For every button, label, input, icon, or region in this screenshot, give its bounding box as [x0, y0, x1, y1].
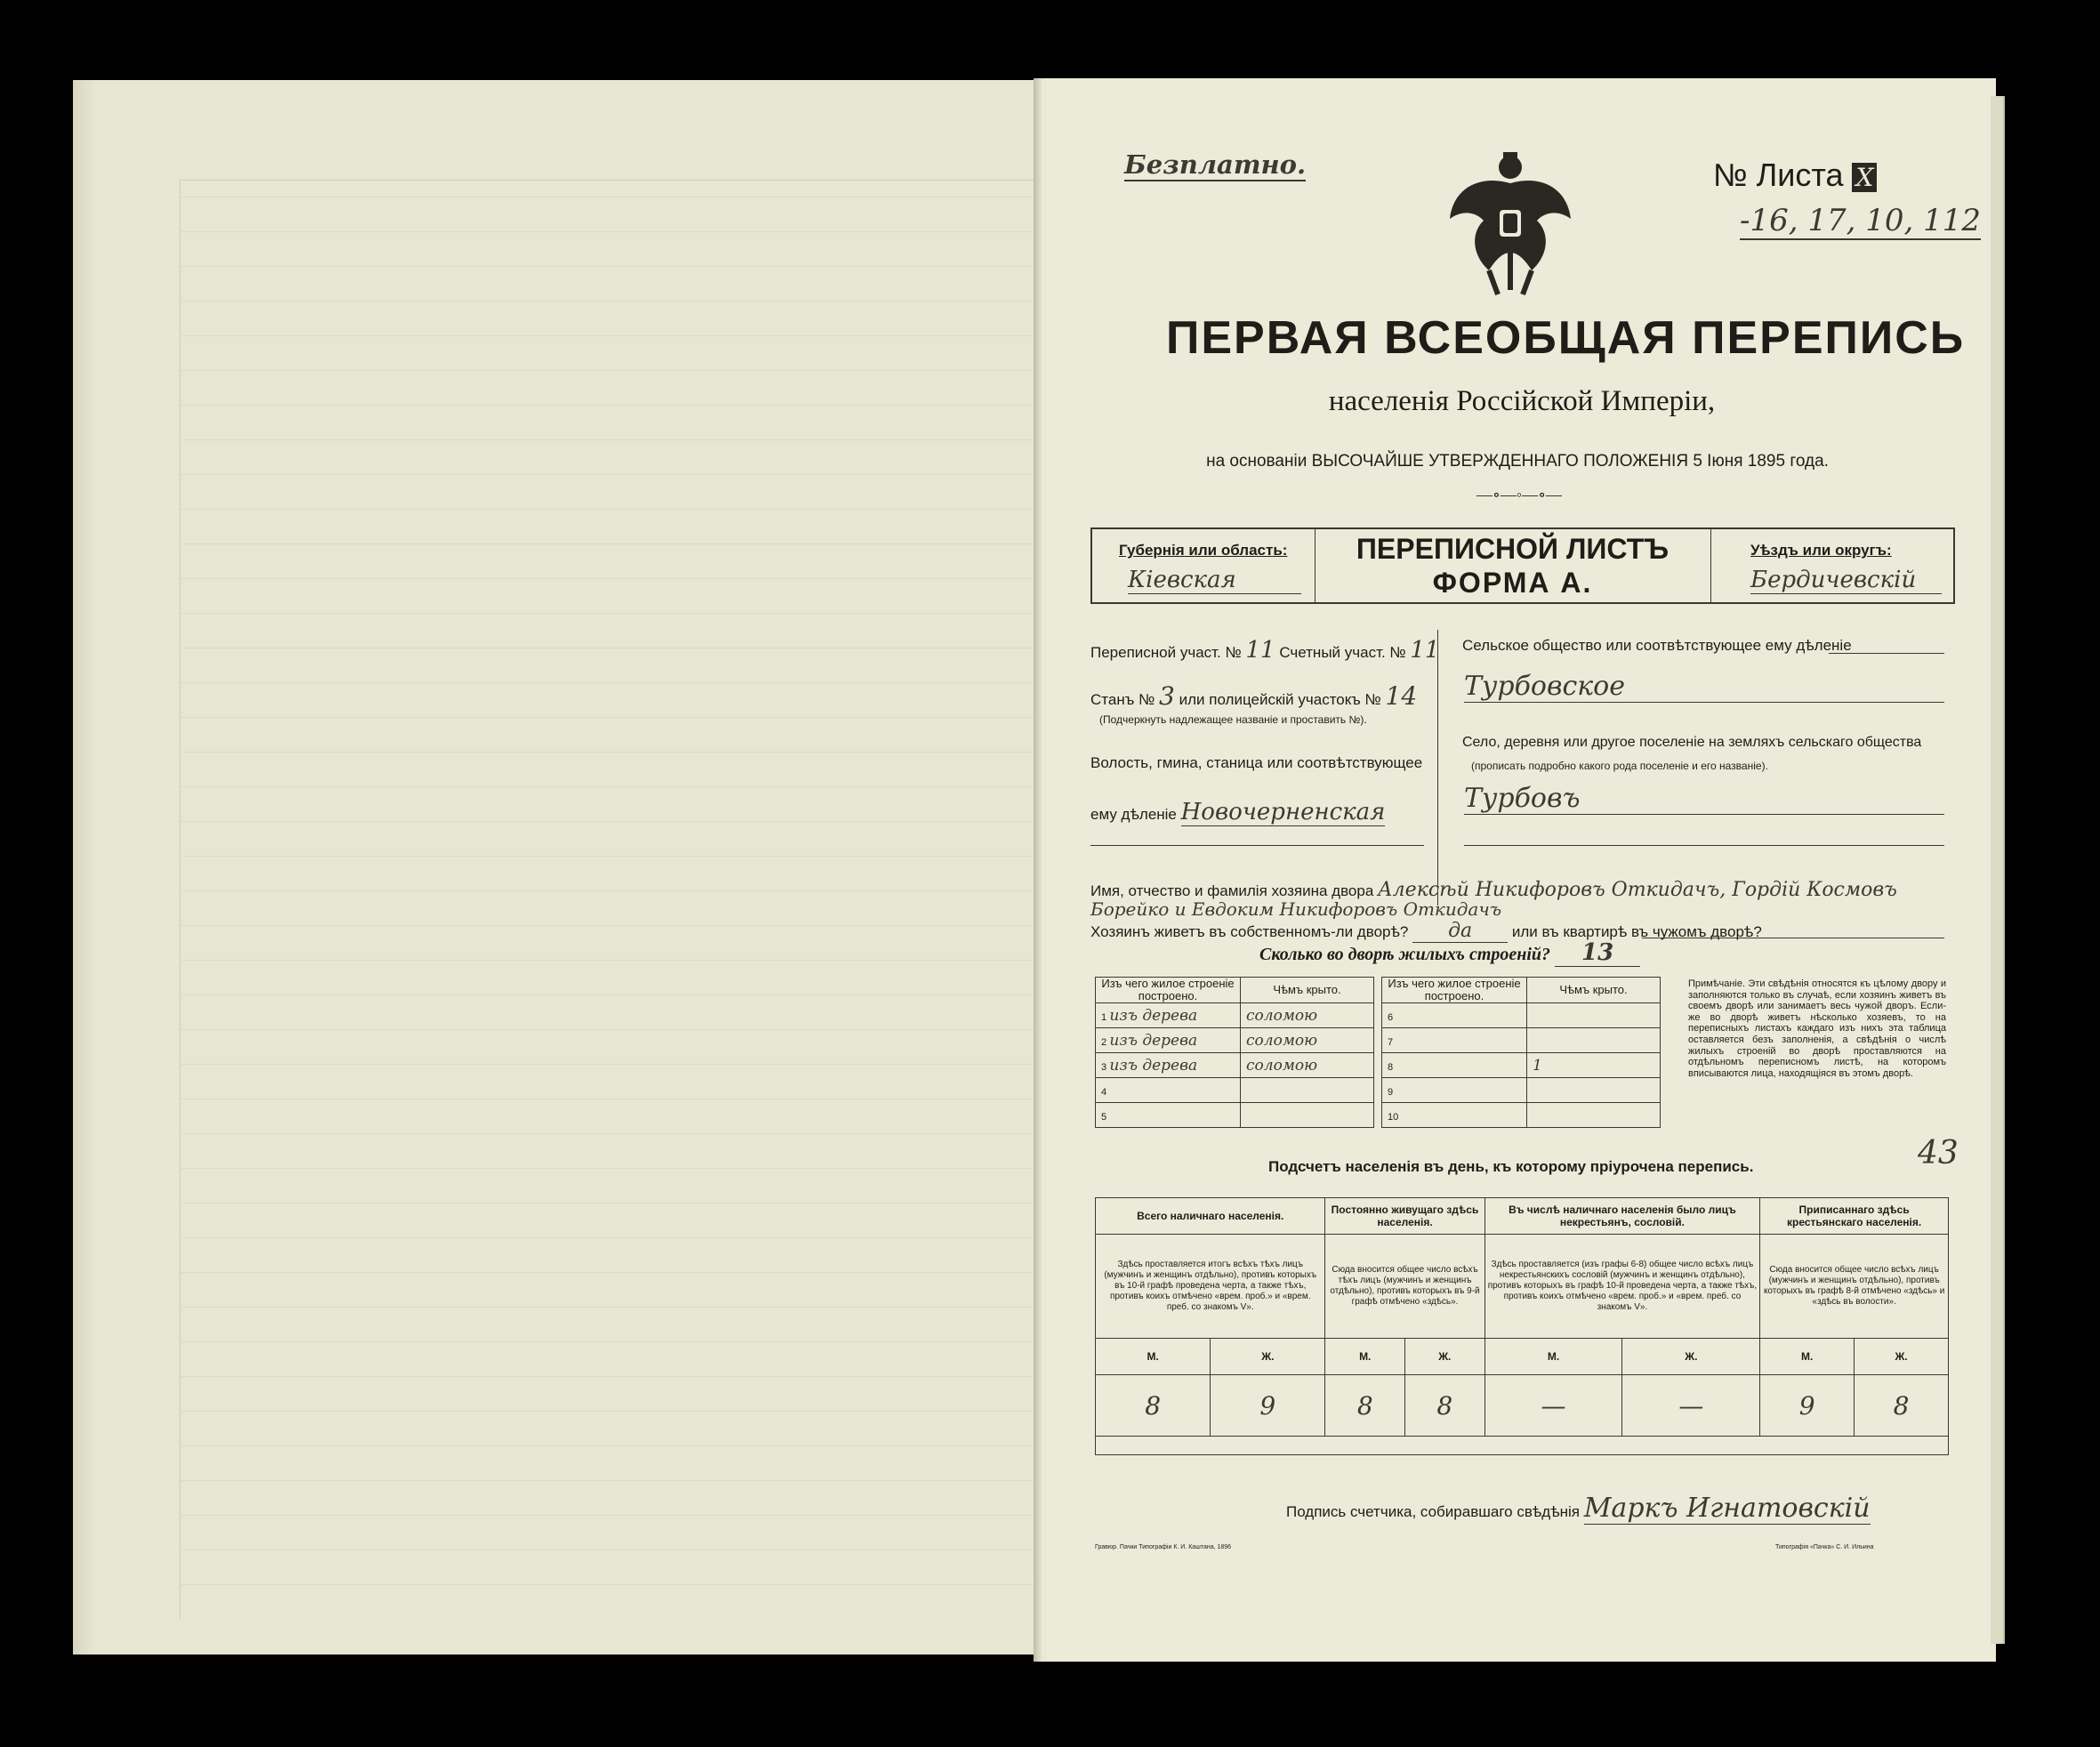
building-row: 8 1	[1382, 1053, 1661, 1078]
page-subtitle: населенія Россійской Имперіи,	[1328, 385, 1716, 417]
left-page-edge	[73, 80, 94, 1654]
sheet-number-value: X	[1852, 163, 1877, 192]
buildings-remark: Примѣчаніе. Эти свѣдѣнія относятся къ цѣлому двору и заполняются только въ случаѣ, если хозяинъ живетъ въ своемъ дворѣ или занимаетъ весь чужой дворъ. Если-же во дворѣ живетъ нѣсколько хозяевъ, то на переписныхъ листахъ каждаго изъ нихъ эта таблица оставляется безъ заполненія, а свѣдѣнія о числѣ жилыхъ строеній во дворѣ проставляются на отдѣльномъ переписномъ листѣ, на которомъ вписываются лица, находящіяся въ этомъ дворѣ.	[1688, 978, 1946, 1079]
population-group-description: Сюда вносится общее число всѣхъ тѣхъ лицъ (мужчинъ и женщинъ отдѣльно), противъ которыхъ въ 9-й графѣ отмѣчено «здѣсь».	[1325, 1235, 1484, 1339]
population-value: 9	[1760, 1375, 1855, 1437]
population-value: 8	[1855, 1375, 1949, 1437]
own-yard-value: да	[1412, 920, 1508, 943]
building-row: 6	[1382, 1003, 1661, 1028]
stan-line: Станъ № 3 или полицейскій участокъ № 14	[1090, 681, 1418, 711]
ornament-divider: —∘—◦—∘—	[1476, 486, 1563, 503]
sex-column-label: Ж.	[1211, 1339, 1325, 1375]
population-title: Подсчетъ населенія въ день, къ которому пріурочена перепись.	[1268, 1158, 1754, 1175]
volost-value: Новочерненская	[1180, 799, 1386, 825]
stan-value: 3	[1159, 681, 1175, 711]
building-row: 7	[1382, 1028, 1661, 1053]
count-margin-note: 43	[1918, 1135, 1959, 1171]
owner-name-value: Алексѣй Никифоровъ Откидачъ, Гордій Космовъ	[1378, 879, 1897, 901]
stan-note: (Подчеркнуть надлежащее названіе и проставить №).	[1099, 713, 1367, 726]
buildings-table-left: Изъ чего жилое строеніе построено. Чѣмъ крыто. 1 изъ дерева соломою 2 изъ дерева соломою 3 изъ дерева соломою 4 5	[1095, 977, 1374, 1128]
printer-note-left: Гравюр. Пачки Типографіи К. И. Каштана, 1896	[1095, 1544, 1232, 1550]
volost-line: ему дѣленіе Новочерненская	[1090, 799, 1386, 825]
page-stack-edge	[1991, 96, 2005, 1644]
free-label: Безплатно.	[1124, 149, 1307, 180]
district-line: Переписной участ. № 11 Счетный участ. № 11	[1090, 637, 1440, 664]
printer-note-right: Типографія «Пачка» С. И. Ильина	[1775, 1544, 1874, 1550]
archive-reference: -16, 17, 10, 112	[1740, 203, 1982, 238]
population-group-description: Сюда вносится общее число всѣхъ лицъ (мужчинъ и женщинъ отдѣльно), противъ которыхъ въ графѣ 8-й отмѣчено «здѣсь» и «здѣсь въ волости».	[1760, 1235, 1949, 1339]
schetnyi-value: 11	[1410, 637, 1440, 664]
volost-label: Волость, гмина, станица или соотвѣтствующее	[1090, 754, 1423, 771]
form-title-line-2: ФОРМА А.	[1432, 567, 1593, 599]
own-yard-line: Хозяинъ живетъ въ собственномъ-ли дворѣ? да или въ квартирѣ въ чужомъ дворѣ?	[1090, 920, 1762, 942]
sex-column-label: Ж.	[1622, 1339, 1760, 1375]
sex-column-label: М.	[1325, 1339, 1405, 1375]
left-blank-page	[73, 80, 1042, 1654]
society-value: Турбовское	[1464, 671, 1944, 703]
buildings-count-value: 13	[1555, 939, 1640, 967]
population-value: —	[1622, 1375, 1760, 1437]
sex-column-label: М.	[1760, 1339, 1855, 1375]
building-row: 4	[1096, 1078, 1374, 1103]
sheet-number-label: № Листа X	[1713, 157, 1877, 194]
population-value: 9	[1211, 1375, 1325, 1437]
gubernia-value: Кіевская	[1128, 567, 1301, 594]
signature-line: Подпись счетчика, собиравшаго свѣдѣнія Маркъ Игнатовскій	[1286, 1493, 1871, 1524]
population-value: —	[1484, 1375, 1622, 1437]
settlement-value: Турбовъ	[1464, 783, 1944, 815]
population-value: 8	[1325, 1375, 1405, 1437]
form-title-line-1: ПЕРЕПИСНОЙ ЛИСТЪ	[1356, 533, 1670, 565]
population-group-description: Здѣсь проставляется итогъ всѣхъ тѣхъ лицъ (мужчинъ и женщинъ отдѣльно), противъ которыхъ въ 10-й графѣ проведена черта, а также тѣхъ, противъ коихъ отмѣчено «врем. проб.» и «врем. преб. со знакомъ V».	[1096, 1235, 1325, 1339]
building-row: 2 изъ дерева соломою	[1096, 1028, 1374, 1053]
population-group-header: Въ числѣ наличнаго населенія было лицъ некрестьянъ, сословій.	[1484, 1198, 1760, 1235]
population-group-header: Приписаннаго здѣсь крестьянскаго населенія.	[1760, 1198, 1949, 1235]
population-value: 8	[1405, 1375, 1485, 1437]
sex-column-label: М.	[1484, 1339, 1622, 1375]
signature-value: Маркъ Игнатовскій	[1583, 1493, 1871, 1524]
population-value: 8	[1096, 1375, 1211, 1437]
building-row: 3 изъ дерева соломою	[1096, 1053, 1374, 1078]
building-row: 1 изъ дерева соломою	[1096, 1003, 1374, 1028]
buildings-count-line: Сколько во дворѣ жилыхъ строеній? 13	[1259, 939, 1640, 966]
legal-basis: на основаніи ВЫСОЧАЙШЕ УТВЕРЖДЕННАГО ПОЛОЖЕНІЯ 5 Іюня 1895 года.	[1206, 452, 1829, 471]
sex-column-label: Ж.	[1855, 1339, 1949, 1375]
police-value: 14	[1385, 681, 1418, 711]
population-group-header: Всего наличнаго населенія.	[1096, 1198, 1325, 1235]
buildings-table-right: Изъ чего жилое строеніе построено. Чѣмъ крыто. 6 7 8 1 9 10	[1381, 977, 1661, 1128]
perepisnoi-value: 11	[1245, 637, 1275, 664]
owner-name-line: Имя, отчество и фамилія хозяина двора Алексѣй Никифоровъ Откидачъ, Гордій Космовъ	[1090, 879, 1897, 901]
census-form-page	[1046, 78, 1996, 1662]
uezd-label: Уѣздъ или округъ:	[1750, 542, 1892, 559]
form-header-box	[1090, 527, 1955, 604]
sex-column-label: М.	[1096, 1339, 1211, 1375]
sex-column-label: Ж.	[1405, 1339, 1485, 1375]
population-count-table	[1095, 1197, 1949, 1455]
page-title: ПЕРВАЯ ВСЕОБЩАЯ ПЕРЕПИСЬ	[1166, 312, 1966, 364]
building-row: 5	[1096, 1103, 1374, 1128]
settlement-note: (прописать подробно какого рода поселеніе и его названіе).	[1471, 760, 1768, 772]
column-divider	[1437, 630, 1438, 906]
uezd-value: Бердичевскій	[1750, 567, 1942, 594]
left-page-faint-bleedthrough	[180, 180, 1041, 1619]
population-group-header: Постоянно живущаго здѣсь населенія.	[1325, 1198, 1484, 1235]
society-label: Сельское общество или соотвѣтствующее ему дѣленіе	[1462, 637, 1852, 654]
building-row: 10	[1382, 1103, 1661, 1128]
imperial-eagle-emblem-icon	[1444, 148, 1576, 301]
building-row: 9	[1382, 1078, 1661, 1103]
population-group-description: Здѣсь проставляется (изъ графы 6-8) общее число всѣхъ лицъ некрестьянскихъ сословій (мужчинъ и женщинъ отдѣльно), противъ которыхъ въ графѣ 10-й проведена черта, а также тѣхъ, противъ коихъ отмѣчено «врем. проб.» и «врем. преб. со знакомъ V».	[1484, 1235, 1760, 1339]
gubernia-label: Губернія или область:	[1119, 542, 1288, 559]
settlement-label: Село, деревня или другое поселеніе на земляхъ сельскаго общества	[1462, 735, 1922, 750]
owner-name-value-2: Борейко и Евдоким Никифоровъ Откидачъ	[1090, 898, 1502, 920]
